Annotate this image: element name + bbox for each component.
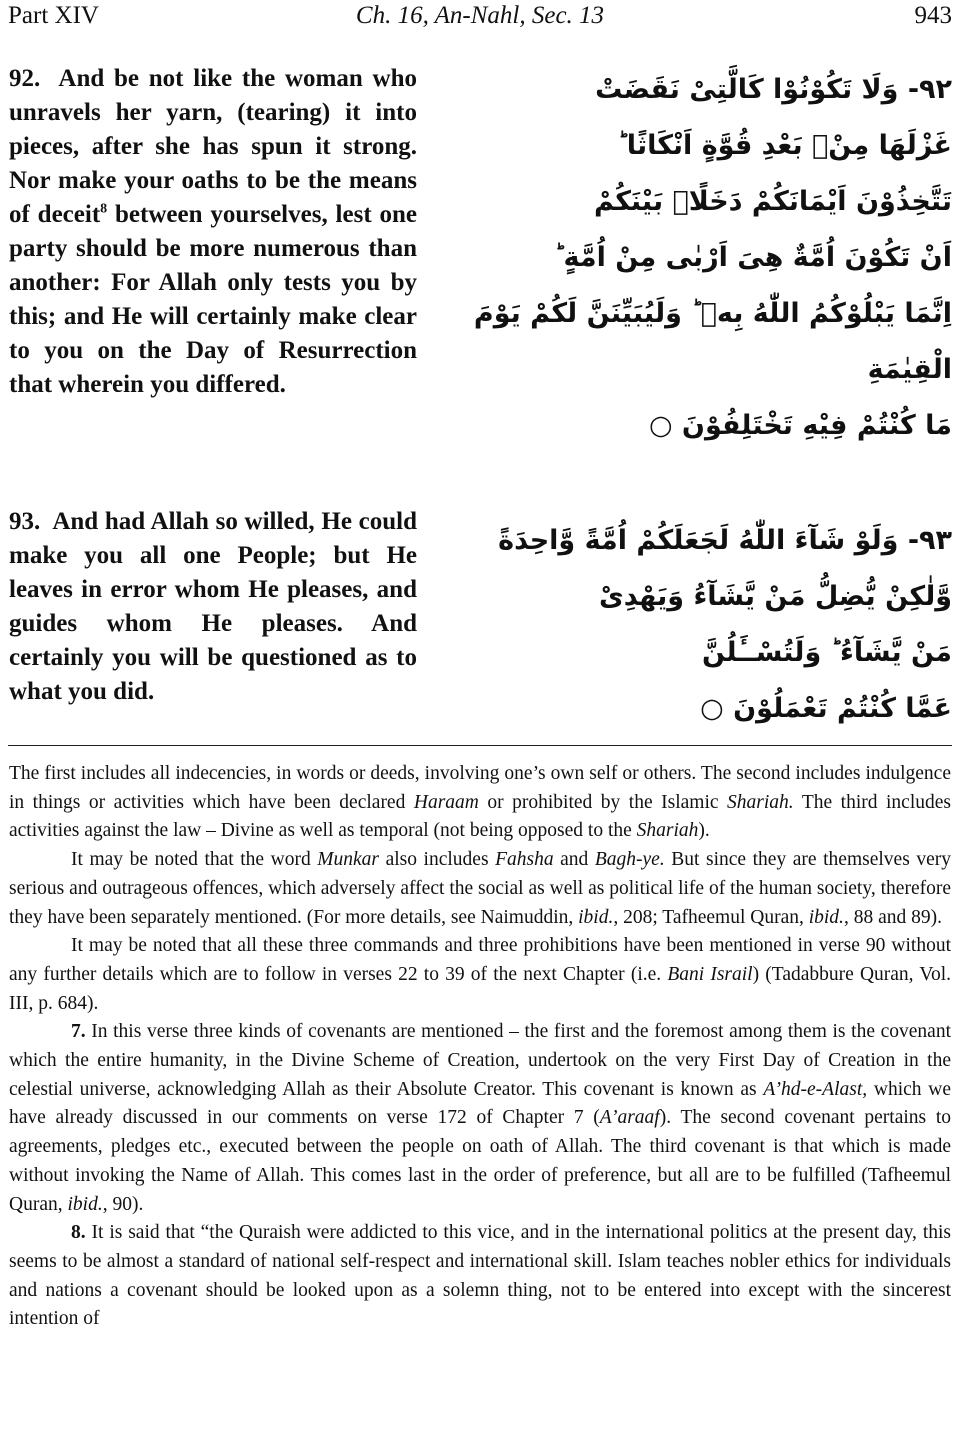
arabic-line: تَتَّخِذُوْنَ اَيْمَانَكُمْ دَخَلًاۢ بَيْنَكُمْ xyxy=(594,186,952,217)
page-number: 943 xyxy=(914,2,952,29)
note-7: 7. In this verse three kinds of covenants are mentioned – the first and the foremost among them is the covenant which the entire humanity, in the Divine Scheme of Creation, undertook on the very First Day of Creation in the celestial universe, acknowledging Allah as their Absolute Creator. This covenant is known as A’hd-e-Alast, which we have already discussed in our comments on verse 172 of Chapter 7 (A’araaf). The second covenant pertains to agreements, pledges etc., executed between the people on oath of Allah. The third covenant is that which is made without invoking the Name of Allah. This comes last in the order of preference, but all are to be fulfilled (Tafheemul Quran, ibid., 90). xyxy=(9,1021,952,1215)
arabic-line: مَنْ يَّشَآءُ ؕ وَلَتُسْــَٔلُنَّ xyxy=(702,637,952,668)
footnote-ref: 8 xyxy=(100,201,108,217)
part-label: Part XIV xyxy=(8,2,99,29)
footnote-divider xyxy=(8,745,952,746)
arabic-line: اَنْ تَكُوْنَ اُمَّةٌ هِىَ اَرْبٰى مِنْ اُمَّةٍ ؕ xyxy=(554,242,952,273)
arabic-line: غَزْلَهَا مِنْۢ بَعْدِ قُوَّةٍ اَنْكَاثًا ؕ xyxy=(617,130,952,161)
note-paragraph: It may be noted that all these three commands and three prohibitions have been mentioned in verse 90 without any further details which are to follow in verses 22 to 39 of the next Chapter (i.e. Bani Israil) (Tadabbure Quran, Vol. III, p. 684). xyxy=(9,935,951,1014)
arabic-line: ٩٣- وَلَوْ شَآءَ اللّٰهُ لَجَعَلَكُمْ اُمَّةً وَّاحِدَةً xyxy=(498,525,952,556)
arabic-line: ٩٢- وَلَا تَكُوْنُوْا كَالَّتِىْ نَقَضَتْ xyxy=(595,74,952,105)
arabic-line: وَّلٰكِنْ يُّضِلُّ مَنْ يَّشَآءُ وَيَهْدِىْ xyxy=(598,581,952,612)
verse-translation xyxy=(9,62,417,402)
arabic-line: مَا كُنْتُمْ فِيْهِ تَخْتَلِفُوْنَ ○ xyxy=(648,410,952,441)
arabic-line: عَمَّا كُنْتُمْ تَعْمَلُوْنَ ○ xyxy=(700,693,952,724)
verse-text-continued: between yourselves, lest one party should be more numerous than another: For Allah only tests you by this; and He will certainly make clear to you on the Day of Resurrection that wherein you differed. xyxy=(9,201,418,398)
arabic-verse xyxy=(473,62,952,454)
commentary-notes xyxy=(9,760,951,1334)
chapter-title: Ch. 16, An-Nahl, Sec. 13 xyxy=(355,2,605,29)
verse-number: 93. xyxy=(9,508,41,535)
verse-number: 92. xyxy=(9,65,41,92)
note-number: 8. xyxy=(71,1222,86,1244)
verse-text: And had Allah so willed, He could make you all one People; but He leaves in error whom He pleases, and guides whom He pleases. And certainly you will be questioned as to what you did. xyxy=(9,508,418,705)
running-header xyxy=(8,2,952,38)
verse-translation xyxy=(9,505,417,709)
arabic-line: الْقِيٰمَةِ xyxy=(867,354,952,385)
note-8: 8. It is said that “the Quraish were addicted to this vice, and in the international politics at the present day, this seems to be almost a standard of national self-respect and international skill. Islam teaches nobler ethics for individuals and nations a covenant should be looked upon as a solemn thing, not to be entered into except with the sincerest intention of xyxy=(9,1222,951,1330)
verse-text: And be not like the woman who unravels her yarn, (tearing) it into pieces, after she has spun it strong. Nor make your oaths to be the means of deceit xyxy=(9,65,417,228)
note-paragraph: The first includes all indecencies, in words or deeds, involving one’s own self or others. The second includes indulgence in things or activities which have been declared Haraam or prohibited by the Islamic Shariah. The third includes activities against the law – Divine as well as temporal (not being opposed to the Shariah). xyxy=(9,763,951,842)
arabic-line: اِنَّمَا يَبْلُوْكُمُ اللّٰهُ بِهٖ ؕ وَلَيُبَيِّنَنَّ لَكُمْ يَوْمَ xyxy=(473,298,952,329)
note-number: 7. xyxy=(71,1021,86,1043)
note-paragraph: It may be noted that the word Munkar also includes Fahsha and Bagh-ye. But since they are themselves very serious and outrageous offences, which adversely affect the social as well as political life of the human society, therefore they have been separately mentioned. (For more details, see Naimuddin, ibid., 208; Tafheemul Quran, ibid., 88 and 89). xyxy=(9,849,951,928)
arabic-verse xyxy=(498,513,952,737)
